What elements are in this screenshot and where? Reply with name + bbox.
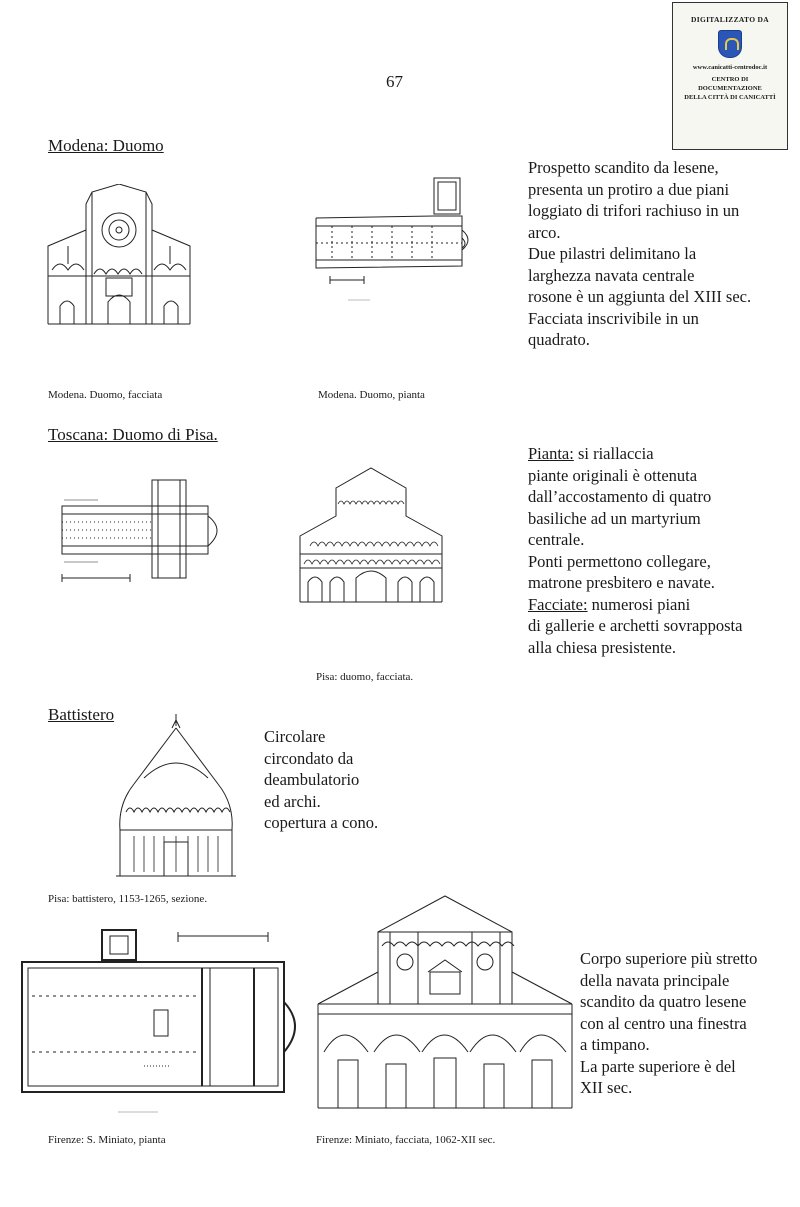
text-line: presenta un protiro a due piani [528,179,730,199]
text-line: matrone presbitero e navate. [528,573,715,592]
caption-modena-facade: Modena. Duomo, facciata [48,389,163,401]
text-line: loggiato di trifori rachiuso in un [528,201,740,220]
caption-pisa-facade: Pisa: duomo, facciata. [316,671,414,683]
text-line: Circolare [264,727,326,746]
caption-modena-plan: Modena. Duomo, pianta [318,389,425,401]
text-line: Prospetto scandito da lesene, [528,158,719,177]
text-line: Facciata inscrivibile in un [528,308,699,328]
baptistery-section-drawing [114,712,238,880]
modena-facade-drawing [46,184,192,326]
text-line: con al centro una finestra [580,1013,747,1033]
text-line: alla chiesa presistente. [528,637,676,657]
text-line: XII sec. [580,1078,633,1097]
san-miniato-facade-drawing [316,892,574,1110]
text-line: basiliche ad un martyrium [528,508,701,528]
text-line [528,594,742,616]
facciate-rest: numerosi piani [587,594,691,614]
text-line: larghezza navata centrale [528,265,695,285]
stamp-org-line2: DELLA CITTÀ DI CANICATTÌ [684,94,776,101]
caption-san-miniato-plan: Firenze: S. Miniato, pianta [48,1134,166,1146]
section-title-pisa: Toscana: Duomo di Pisa. [48,425,218,444]
facciate-label: Facciate: [528,594,588,614]
caption-san-miniato-facade: Firenze: Miniato, facciata, 1062-XII sec. [316,1134,496,1146]
text-line [528,443,742,465]
text-line: deambulatorio [264,770,360,789]
modena-plan-drawing [312,176,476,306]
pisa-facade-drawing [298,464,444,604]
text-line: Corpo superiore più stretto [580,949,758,968]
text-line: rosone è un aggiunta del XIII sec. [528,287,752,306]
text-line: quadrato. [528,330,590,349]
san-miniato-plan-drawing [18,926,304,1122]
text-line: Ponti permettono collegare, [528,551,711,571]
pianta-rest: si riallaccia [573,444,654,463]
text-line: di gallerie e archetti sovrapposta [528,616,743,635]
caption-baptistery: Pisa: battistero, 1153-1265, sezione. [48,893,208,905]
text-line: a timpano. [580,1035,650,1054]
pianta-label: Pianta: [528,444,574,463]
text-line: scandito da quatro lesene [580,992,747,1011]
text-line: della navata principale [580,970,730,990]
coat-of-arms-icon [718,30,742,58]
text-line: arco. [528,222,561,242]
pisa-description [528,443,742,658]
section-title-battistero: Battistero [48,705,115,724]
modena-description [528,157,751,351]
stamp-url: www.canicatti-centrodoc.it [692,64,768,71]
page-number: 67 [386,72,403,91]
text-line: copertura a cono. [264,813,379,832]
stamp-org-line1: CENTRO DI DOCUMENTAZIONE [698,76,762,92]
text-line: dall’accostamento di quatro [528,487,712,506]
digitization-stamp [672,2,788,150]
battistero-description [264,726,378,834]
text-line: La parte superiore è del [580,1056,736,1076]
section-title-modena: Modena: Duomo [48,136,164,155]
stamp-title: DIGITALIZZATO DA [691,15,769,24]
san-miniato-description [580,948,757,1099]
text-line: piante originali è ottenuta [528,465,698,485]
pisa-plan-drawing [58,476,234,588]
text-line: circondato da [264,748,354,768]
text-line: ed archi. [264,791,321,811]
text-line: Due pilastri delimitano la [528,244,697,263]
text-line: centrale. [528,530,585,549]
stamp-org [673,75,787,102]
